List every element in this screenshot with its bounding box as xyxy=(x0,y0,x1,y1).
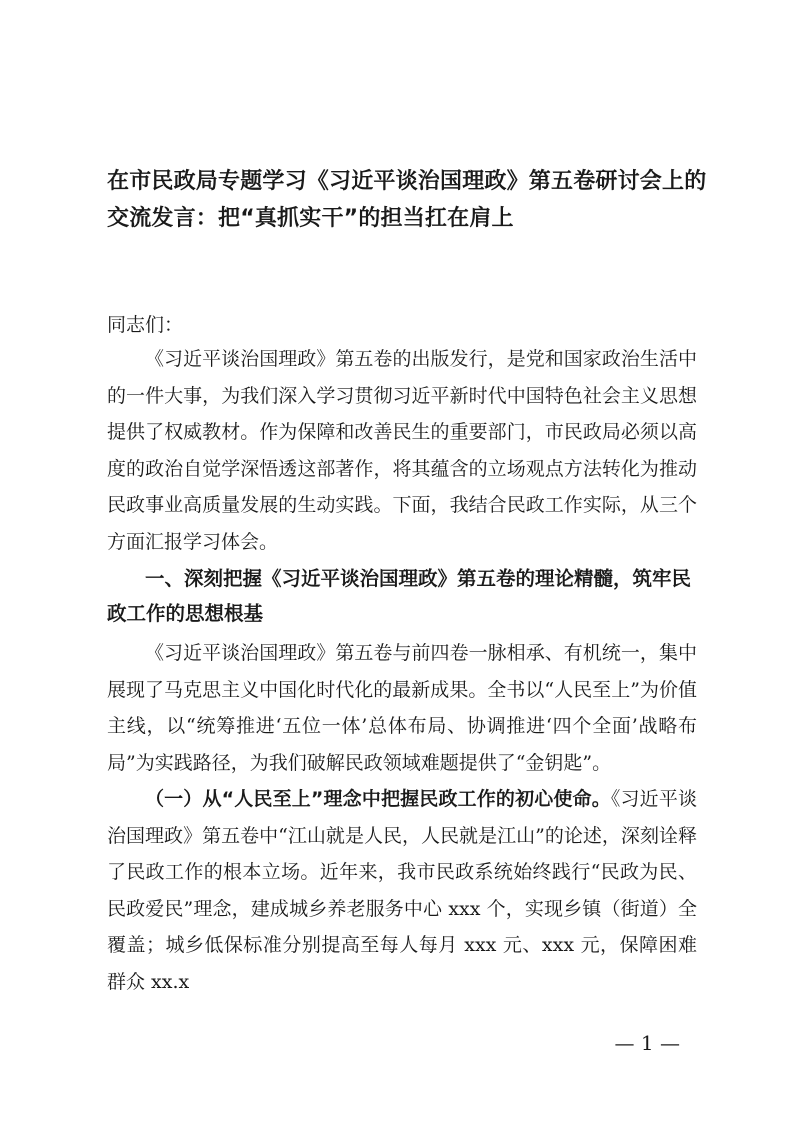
subsection-1-body: 《习近平谈治国理政》第五卷中“江山就是人民，人民就是江山”的论述，深刻诠释了民政工作的根本立场。近年来，我市民政系统始终践行“民政为民、民政爱民”理念，建成城乡养老服务中心 xxx 个，实现乡镇（街道）全覆盖；城乡低保标准分别提高至每人每月 xxx 元、xxx 元，保障困难群众 xx.x xyxy=(107,788,697,993)
paragraph-intro: 《习近平谈治国理政》第五卷的出版发行，是党和国家政治生活中的一件大事，为我们深入学习贯彻习近平新时代中国特色社会主义思想提供了权威教材。作为保障和改善民生的重要部门，市民政局必须以高度的政治自觉学深悟透这部著作，将其蕴含的立场观点方法转化为推动民政事业高质量发展的生动实践。下面，我结合民政工作实际，从三个方面汇报学习体会。 xyxy=(107,348,697,553)
page-number: — 1 — xyxy=(614,1031,680,1055)
section-heading-1: 一、深刻把握《习近平谈治国理政》第五卷的理论精髓，筑牢民政工作的思想根基 xyxy=(107,567,692,625)
subsection-heading-1: （一）从“人民至上”理念中把握民政工作的初心使命。 xyxy=(145,788,611,810)
salutation: 同志们： xyxy=(107,314,184,336)
paragraph-section-1: 《习近平谈治国理政》第五卷与前四卷一脉相承、有机统一，集中展现了马克思主义中国化时代化的最新成果。全书以“人民至上”为价值主线，以“统筹推进‘五位一体’总体布局、协调推进‘四个全面’战略布局”为实践路径，为我们破解民政领域难题提供了“金钥匙”。 xyxy=(107,642,697,774)
paragraph-subsection-1 xyxy=(107,781,697,1000)
document-title: 在市民政局专题学习《习近平谈治国理政》第五卷研讨会上的交流发言：把“真抓实干”的担当扛在肩上 xyxy=(107,169,707,231)
